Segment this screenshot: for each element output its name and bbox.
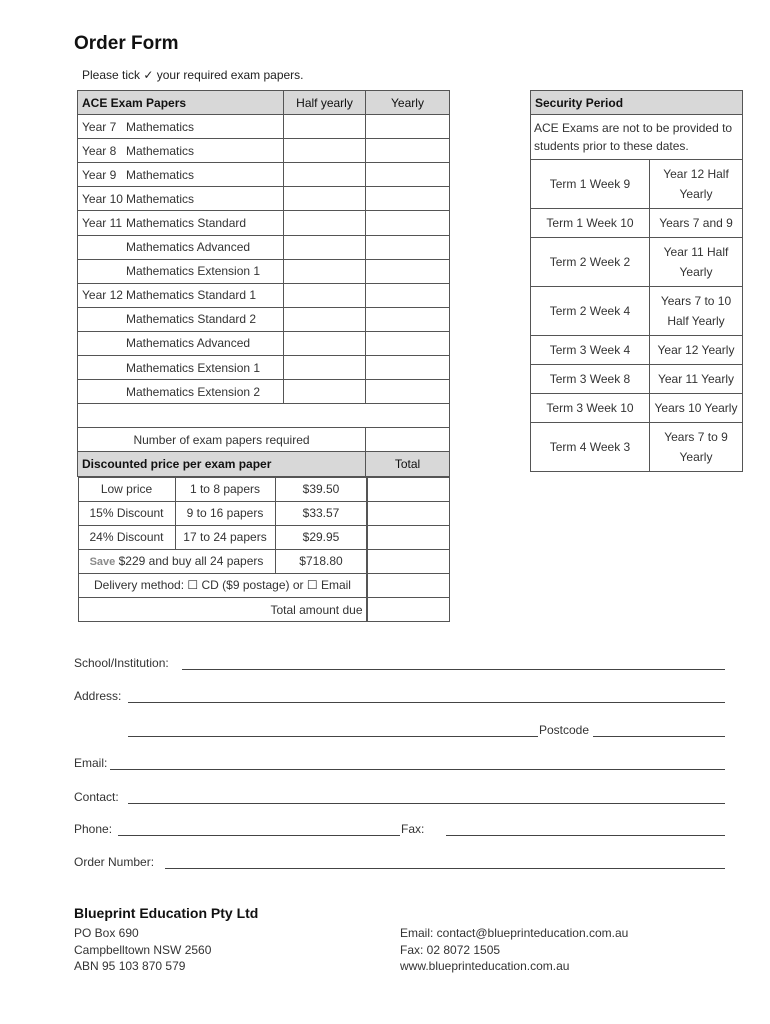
discount-row: [78, 477, 367, 501]
total-cell[interactable]: [366, 549, 449, 573]
security-table: [530, 90, 743, 472]
discount-table: [78, 477, 368, 623]
half-yearly-checkbox[interactable]: [284, 187, 366, 211]
postcode-label: Postcode: [539, 723, 590, 737]
half-yearly-checkbox[interactable]: [284, 283, 366, 307]
discount-row: [78, 501, 367, 525]
yearly-checkbox[interactable]: [366, 259, 450, 283]
page-title: Order Form: [74, 33, 179, 54]
address-input-line-2[interactable]: [128, 736, 538, 737]
security-row: [531, 394, 743, 423]
security-term: Term 3 Week 8: [531, 365, 650, 394]
paper-name: [78, 307, 284, 331]
paper-row: [78, 380, 450, 404]
paper-row: [78, 235, 450, 259]
paper-year: Year 11: [82, 216, 123, 231]
security-term: Term 3 Week 10: [531, 394, 650, 423]
discount-price: $33.57: [275, 501, 367, 525]
discount-label: 15% Discount: [78, 501, 175, 525]
half-yearly-checkbox[interactable]: [284, 259, 366, 283]
yearly-checkbox[interactable]: [366, 331, 450, 355]
security-term: Term 1 Week 9: [531, 160, 650, 209]
total-cell[interactable]: [366, 573, 449, 597]
security-exam: Years 7 to 9 Yearly: [650, 423, 743, 472]
paper-subject: Mathematics: [126, 119, 195, 134]
paper-year: Year 10: [82, 191, 123, 206]
paper-subject: Mathematics Advanced: [126, 240, 251, 255]
order-table-header: [78, 91, 450, 115]
half-yearly-checkbox[interactable]: [284, 235, 366, 259]
paper-name: [78, 259, 284, 283]
number-required-label: Number of exam papers required: [78, 428, 366, 452]
discount-range: 9 to 16 papers: [175, 501, 275, 525]
security-term: Term 3 Week 4: [531, 336, 650, 365]
save-offer: [78, 549, 275, 573]
paper-row: [78, 283, 450, 307]
discount-block-row: [78, 476, 450, 622]
company-fax: Fax: 02 8072 1505: [400, 942, 501, 957]
security-term: Term 4 Week 3: [531, 423, 650, 472]
paper-year: Year 12: [82, 288, 123, 303]
paper-row: [78, 163, 450, 187]
security-exam: Year 12 Yearly: [650, 336, 743, 365]
number-required-cell[interactable]: [366, 428, 450, 452]
paper-year: Year 9: [82, 167, 117, 182]
blank-row: [78, 404, 450, 428]
address-input-line[interactable]: [128, 702, 725, 703]
half-yearly-checkbox[interactable]: [284, 211, 366, 235]
abn: ABN 95 103 870 579: [74, 959, 186, 973]
delivery-method[interactable]: Delivery method: ☐ CD ($9 postage) or ☐ Email: [78, 573, 367, 597]
security-exam: Years 7 to 10 Half Yearly: [650, 287, 743, 336]
paper-year: Year 7: [82, 119, 117, 134]
save-text: $229 and buy all 24 papers: [118, 554, 264, 569]
company-contact: [400, 925, 628, 975]
save-row: [78, 549, 367, 573]
security-exam: Years 7 and 9: [650, 209, 743, 238]
paper-subject: Mathematics Extension 1: [126, 264, 261, 279]
save-price: $718.80: [275, 549, 367, 573]
paper-name: [78, 187, 284, 211]
email-label: Email:: [74, 756, 108, 770]
paper-subject: Mathematics Standard 1: [126, 288, 257, 303]
postcode-input-line[interactable]: [593, 736, 725, 737]
contact-input-line[interactable]: [128, 803, 725, 804]
security-term: Term 1 Week 10: [531, 209, 650, 238]
paper-year: Year 8: [82, 143, 117, 158]
half-yearly-checkbox[interactable]: [284, 331, 366, 355]
total-cell[interactable]: [366, 501, 449, 525]
yearly-checkbox[interactable]: [366, 307, 450, 331]
total-cell[interactable]: [366, 525, 449, 549]
paper-subject: Mathematics: [126, 191, 195, 206]
papers-header: ACE Exam Papers: [78, 91, 284, 115]
paper-name: [78, 115, 284, 139]
paper-name: [78, 211, 284, 235]
discount-header: Discounted price per exam paper: [78, 452, 366, 476]
discount-price: $29.95: [275, 525, 367, 549]
paper-name: [78, 380, 284, 404]
paper-name: [78, 235, 284, 259]
security-exam: Year 11 Half Yearly: [650, 238, 743, 287]
paper-subject: Mathematics Advanced: [126, 336, 251, 351]
save-label: Save: [89, 556, 116, 569]
fax-label: Fax:: [401, 822, 425, 836]
company-email: Email: contact@blueprinteducation.com.au: [400, 926, 629, 940]
discount-header-row: [78, 452, 450, 476]
order-number-input-line[interactable]: [165, 868, 725, 869]
total-cell[interactable]: [366, 477, 449, 501]
total-due-row: [78, 597, 367, 621]
security-exam: Year 12 Half Yearly: [650, 160, 743, 209]
paper-name: [78, 139, 284, 163]
paper-row: [78, 139, 450, 163]
half-yearly-checkbox[interactable]: [284, 307, 366, 331]
paper-subject: Mathematics: [126, 143, 195, 158]
fax-input-line[interactable]: [446, 835, 725, 836]
yearly-checkbox[interactable]: [366, 235, 450, 259]
total-due-label: Total amount due: [78, 597, 367, 621]
company-address: [74, 925, 211, 975]
order-number-label: Order Number:: [74, 855, 155, 869]
totals-column: [366, 477, 450, 623]
half-yearly-checkbox[interactable]: [284, 115, 366, 139]
order-table: [77, 90, 450, 622]
security-term: Term 2 Week 2: [531, 238, 650, 287]
company-name: Blueprint Education Pty Ltd: [74, 905, 259, 921]
security-row: [531, 365, 743, 394]
paper-subject: Mathematics: [126, 167, 195, 182]
phone-label: Phone:: [74, 822, 113, 836]
discount-label: Low price: [78, 477, 175, 501]
security-exam: Year 11 Yearly: [650, 365, 743, 394]
security-term: Term 2 Week 4: [531, 287, 650, 336]
paper-row: [78, 331, 450, 355]
paper-subject: Mathematics Standard: [126, 216, 247, 231]
yearly-checkbox[interactable]: [366, 283, 450, 307]
paper-name: [78, 356, 284, 380]
contact-label: Contact:: [74, 790, 119, 804]
yearly-checkbox[interactable]: [366, 139, 450, 163]
number-required-row: [78, 428, 450, 452]
security-row: [531, 423, 743, 472]
paper-subject: Mathematics Standard 2: [126, 312, 257, 327]
paper-row: [78, 187, 450, 211]
city: Campbelltown NSW 2560: [74, 942, 212, 957]
phone-input-line[interactable]: [118, 835, 400, 836]
paper-subject: Mathematics Extension 1: [126, 360, 261, 375]
school-input-line[interactable]: [182, 669, 725, 670]
security-row: [531, 287, 743, 336]
yearly-checkbox[interactable]: [366, 187, 450, 211]
yearly-checkbox[interactable]: [366, 356, 450, 380]
total-header: Total: [366, 452, 450, 476]
paper-row: [78, 356, 450, 380]
yearly-checkbox[interactable]: [366, 115, 450, 139]
company-website: www.blueprinteducation.com.au: [400, 959, 570, 973]
paper-row: [78, 211, 450, 235]
paper-row: [78, 259, 450, 283]
po-box: PO Box 690: [74, 926, 139, 940]
yearly-checkbox[interactable]: [366, 211, 450, 235]
discount-row: [78, 525, 367, 549]
address-label: Address:: [74, 689, 122, 703]
security-row: [531, 336, 743, 365]
half-yearly-checkbox[interactable]: [284, 356, 366, 380]
paper-row: [78, 115, 450, 139]
paper-name: [78, 163, 284, 187]
paper-name: [78, 331, 284, 355]
security-row: [531, 160, 743, 209]
paper-name: [78, 283, 284, 307]
instruction-text: Please tick ✓ your required exam papers.: [82, 68, 304, 82]
email-input-line[interactable]: [110, 769, 725, 770]
discount-price: $39.50: [275, 477, 367, 501]
half-yearly-checkbox[interactable]: [284, 380, 366, 404]
security-header: Security Period: [531, 91, 743, 115]
half-yearly-checkbox[interactable]: [284, 139, 366, 163]
security-exam: Years 10 Yearly: [650, 394, 743, 423]
half-yearly-checkbox[interactable]: [284, 163, 366, 187]
school-label: School/Institution:: [74, 656, 169, 670]
discount-label: 24% Discount: [78, 525, 175, 549]
security-note: ACE Exams are not to be provided to students prior to these dates.: [531, 115, 743, 160]
half-yearly-header: Half yearly: [284, 91, 366, 115]
delivery-row: [78, 573, 367, 597]
yearly-header: Yearly: [366, 91, 450, 115]
security-row: [531, 209, 743, 238]
total-cell[interactable]: [366, 597, 449, 621]
security-row: [531, 238, 743, 287]
yearly-checkbox[interactable]: [366, 163, 450, 187]
discount-range: 17 to 24 papers: [175, 525, 275, 549]
yearly-checkbox[interactable]: [366, 380, 450, 404]
paper-subject: Mathematics Extension 2: [126, 384, 261, 399]
discount-range: 1 to 8 papers: [175, 477, 275, 501]
paper-row: [78, 307, 450, 331]
